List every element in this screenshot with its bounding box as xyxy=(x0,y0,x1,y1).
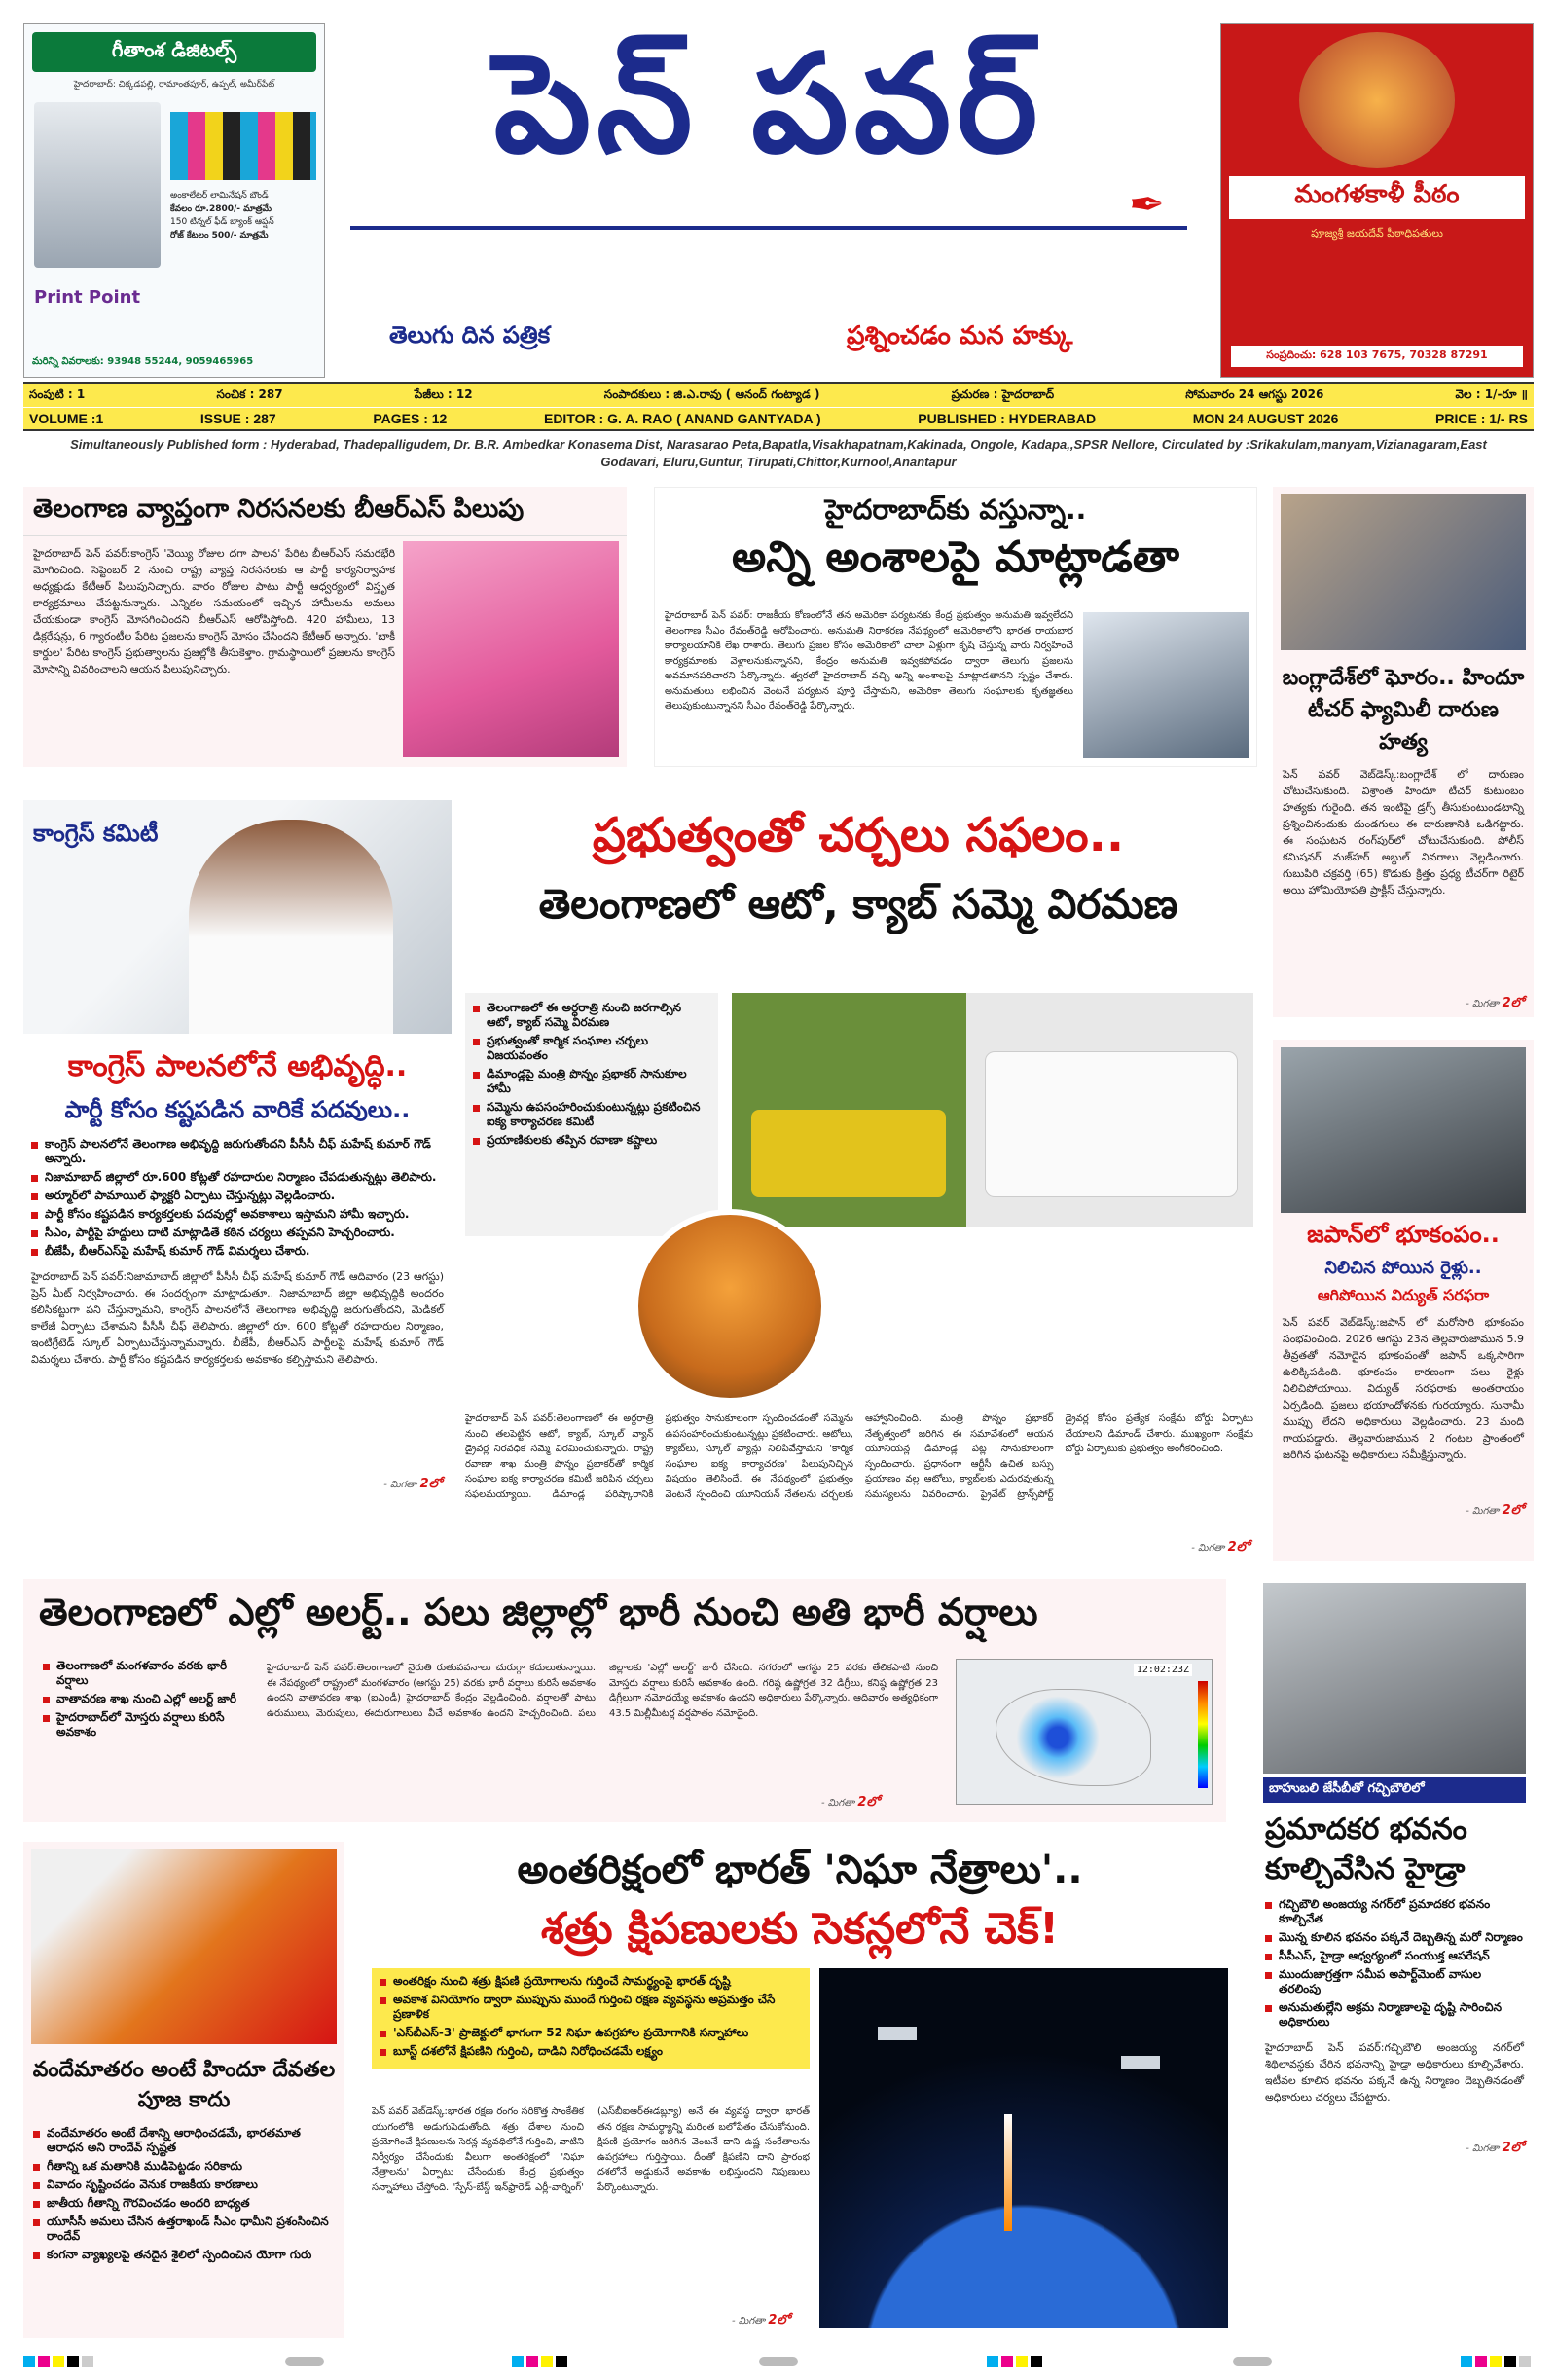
color-swatch-group xyxy=(1461,2353,1534,2371)
pen-icon: ✒ xyxy=(1129,180,1165,230)
ad-offer: అంకాలేటర్ లామినేషన్ బౌండ్ xyxy=(170,191,269,201)
strip-date: సోమవారం 24 ఆగస్టు 2026 xyxy=(1185,386,1324,401)
strip-published-en: PUBLISHED : HYDERABAD xyxy=(918,411,1097,426)
article-body: పెన్ పవర్ వెబ్‌డెస్క్:భారత రక్షణ రంగం సరికొత్త సాంకేతిక యుగంలోకి అడుగుపెడుతోంది. శత్రు దేశాల నుంచి ప్రయోగించే క్షిపణులను సెకన్ల వ్యవధిలోనే గుర్తించి, వాటిని నిర్వీర్యం చేసేందుకు వీలుగా అంతరిక్షంలో 'నిఘా నేత్రాలను' ఏర్పాటు చేసేందుకు కేంద్ర ప్రభుత్వం సన్నాహాలు చేస్తోంది. 'స్పేస్-బేస్డ్ ఇన్‌ఫ్రారెడ్ ఎర్లీ-వార్నింగ్' (ఎస్‌బీఐఆర్‌ఈడబ్ల్యూ) అనే ఈ వ్యవస్థ ద్వారా భారత్ తన రక్షణ సామర్థ్యాన్ని మరింత బలోపేతం చేసుకోనుంది. క్షిపణి ప్రయోగం జరిగిన వెంటనే దాని ఉష్ణ సంకేతాలను ఉపగ్రహాలు గుర్తిస్తాయి. దీంతో క్షిపణిని దాని ప్రారంభ దశలోనే అడ్డుకునే అవకాశం లభిస్తుందని నిపుణులు పేర్కొంటున్నారు. xyxy=(372,2106,810,2193)
bullet-item: తెలంగాణలో ఈ అర్ధరాత్రి నుంచి జరగాల్సిన ఆటో, క్యాబ్ సమ్మె విరమణ xyxy=(473,1001,710,1030)
subhead: పార్టీ కోసం కష్టపడిన వారికే పదవులు.. xyxy=(64,1096,411,1123)
bullet-item: ప్రయాణికులకు తప్పిన రవాణా కష్టాలు xyxy=(473,1133,710,1148)
masthead-underline xyxy=(350,226,1187,230)
headline: ప్రమాదకర భవనం కూల్చివేసిన హైడ్రా xyxy=(1265,1812,1467,1886)
bullet-item: సీఎం, పార్టీపై హద్దులు దాటి మాట్లాడితే కఠిన చర్యలు తప్పవని హెచ్చరించారు. xyxy=(31,1226,444,1240)
ad-address: హైదరాబాద్: చిక్కడపల్లి, రామాంతపూర్, ఉప్పల్, అమీర్‌పేట్ xyxy=(73,80,275,90)
bullet-list xyxy=(43,1659,257,1743)
bullet-item: హైదరాబాద్‌లో మోస్తరు వర్షాలు కురిసే అవకాశం xyxy=(43,1710,257,1739)
headline: వందేమాతరం అంటే హిందూ దేవతల పూజ కాదు xyxy=(32,2058,336,2112)
subhead: ఆగిపోయిన విద్యుత్ సరఫరా xyxy=(1317,1286,1490,1304)
article-body: పెన్ పవర్ వెబ్‌డెస్క్:జపాన్ లో మరోసారి భూకంపం సంభవించింది. 2026 ఆగస్టు 23న తెల్లవారుజామున 5.9 తీవ్రతతో నమోదైన భూకంపంతో జపాన్ ఒక్కసారిగా ఉలిక్కిపడింది. భూకంపం కారణంగా పలు రైళ్లు నిలిచిపోయాయి. విద్యుత్ సరఫరాకు అంతరాయం ఏర్పడింది. ప్రజలు భయాందోళనకు గురయ్యారు. సునామీ ముప్పు లేదని అధికారులు వెల్లడించారు. 23 మంది గాయపడ్డారు. తెల్లవారుజామున 2 గంటల ప్రాంతంలో జరిగిన ఘటనపై అధికారులు సమీక్షిస్తున్నారు. xyxy=(1283,1316,1524,1462)
mahesh-photo xyxy=(23,800,452,1034)
english-info-strip xyxy=(23,408,1534,431)
headline: తెలంగాణలో ఎల్లో అలర్ట్.. పలు జిల్లాల్లో భారీ నుంచి అతి భారీ వర్షాలు xyxy=(39,1591,1038,1633)
article-body: హైదరాబాద్ పెన్ పవర్:నిజామాబాద్ జిల్లాలో పీసీసీ చీఫ్ మహేష్ కుమార్ గౌడ్ ఆదివారం (23 ఆగస్టు) ప్రెస్ మీట్ నిర్వహించారు. ఈ సందర్భంగా మాట్లాడుతూ.. నిజామాబాద్ జిల్లా అభివృద్ధికి అందరం కలిసికట్టుగా పని చేస్తున్నామని, కాంగ్రెస్ పాలనలోనే తెలంగాణ అభివృద్ధి జరుగుతోందని, మెడికల్ కాలేజీ ఏర్పాటు చేశామని పీసీసీ చీఫ్ తెలిపారు. జిల్లాలో రూ. 600 కోట్లతో రహదారుల నిర్మాణం, ఇంటిగ్రేటెడ్ స్కూల్ ఏర్పాటుచేస్తున్నామన్నారు. బీజేపీ, బీఆర్ఎస్ పార్టీలపై మహేష్ కుమార్ గౌడ్ విమర్శలు చేశారు. పార్టీ కోసం కష్టపడిన కార్యకర్తలకు అవకాశం కల్పిస్తామని తెలిపారు. xyxy=(31,1270,444,1367)
tagline-left: తెలుగు దిన పత్రిక xyxy=(389,321,551,348)
bullet-item: యూసీసీ అమలు చేసిన ఉత్తరాఖండ్ సీఎం ధామీని ప్రశంసించిన రాందేవ్ xyxy=(33,2215,335,2244)
strip-pages-en: PAGES : 12 xyxy=(373,411,448,426)
auto-cab-photo xyxy=(732,993,1253,1227)
bullet-item: బీజేపీ, బీఆర్ఎస్‌పై మహేష్ కుమార్ గౌడ్ విమర్శలు చేశారు. xyxy=(31,1244,444,1259)
ad-offer: 150 టిన్నల్ ఫీడ్ బ్యాంక్ ఆప్షన్ xyxy=(170,217,274,227)
ad-left-digital[interactable] xyxy=(23,23,325,378)
article-body: హైదరాబాద్ పెన్ పవర్:కాంగ్రెస్ 'వెయ్యి రోజుల దగా పాలన' పేరిట బీఆర్ఎస్ సమరభేరి మోగించింది. సెప్టెంబర్ 2 నుంచి రాష్ట్ర వ్యాప్త నిరసనలకు ఆ పార్టీ కార్యనిర్వాహక అధ్యక్షుడు కేటీఆర్ పిలుపునిచ్చారు. వారం రోజుల పాటు పార్టీ ఆధ్వర్యంలో విస్తృత కార్యక్రమాలు చేపట్టనున్నారు. ఎన్నికల సమయంలో ఇచ్చిన హామీలను అమలు చేయకుండా కాంగ్రెస్ మోసగించిందని బీఆర్ఎస్ ఆరోపిస్తోంది. 420 హామీలు, 13 డిక్లరేషన్లు, 6 గ్యారంటీల పేరిట ప్రజలను కాంగ్రెస్ మోసం చేసిందని కేటీఆర్ అన్నారు. 'బాకీ కార్డుల' పేరిట కాంగ్రెస్ ప్రభుత్వాలను ప్రజల్లోకి తీసుకెళ్తాం. గ్రామస్థాయిలో ప్రజలను కాంగ్రెస్ మోసాన్ని వివరించాలని ఆయన పిలుపునిచ్చారు. xyxy=(33,547,395,677)
headline: తెలంగాణలో ఆటో, క్యాబ్ సమ్మె విరమణ xyxy=(538,880,1178,928)
bullet-item: బూస్ట్ దశలోనే క్షిపణిని గుర్తించి, దాడిని నిరోధించడమే లక్ష్యం xyxy=(380,2044,802,2059)
continued-label: - మిగతా 2లో xyxy=(1191,1540,1249,1555)
color-swatch-group xyxy=(23,2353,96,2371)
continued-label: - మిగతా 2లో xyxy=(1466,2141,1524,2155)
bullet-item: ప్రభుత్వంతో కార్మిక సంఘాల చర్చలు విజయవంతం xyxy=(473,1034,710,1063)
kicker: హైదరాబాద్‌కు వస్తున్నా.. xyxy=(824,494,1087,526)
bullet-list xyxy=(1255,1897,1534,2030)
bullet-list xyxy=(23,1137,452,1259)
article-ramdev xyxy=(23,1842,344,2338)
print-register-marks xyxy=(23,2354,1534,2369)
continued-label: - మిగతా 2లో xyxy=(732,2313,790,2327)
bullet-item: అవకాశ వినియోగం ద్వారా ముప్పును ముందే గుర్తించి రక్షణ వ్యవస్థను అప్రమత్తం చేసే ప్రణాళిక xyxy=(380,1993,802,2022)
photo-caption: బాహుబలి జేసీబీతో గచ్చిబౌలిలో xyxy=(1263,1777,1526,1803)
bullet-item: ముందుజాగ్రత్తగా సమీప అపార్ట్‌మెంట్ వాసుల తరలింపు xyxy=(1265,1967,1524,1996)
color-swatch-group xyxy=(987,2353,1045,2371)
demolition-photo xyxy=(1263,1583,1526,1774)
article-auto-strike xyxy=(457,800,1259,1561)
masthead-title: పెన్ పవర్ xyxy=(493,24,1044,184)
headline: తెలంగాణ వ్యాప్తంగా నిరసనలకు బీఆర్ఎస్ పిలుపు xyxy=(23,487,627,536)
article-congress xyxy=(23,800,452,1561)
bullet-item: సీపీఎస్, హైడ్రా ఆధ్వర్యంలో సంయుక్త ఆపరేషన్ xyxy=(1265,1949,1524,1963)
bullet-item: వివాదం సృష్టించడం వెనుక రాజకీయ కారణాలు xyxy=(33,2178,335,2192)
article-cm-america xyxy=(654,487,1257,767)
ad-peetham-line: పూజ్యశ్రీ జయదేవ్ పీఠాధిపతులు xyxy=(1311,227,1443,239)
article-brs-protest xyxy=(23,487,627,767)
ad-peetham-phone: సంప్రదించు: 628 103 7675, 70328 87291 xyxy=(1231,346,1523,367)
bullet-item: గచ్చిబౌలి అంజయ్య నగర్‌లో ప్రమాదకర భవనం కూల్చివేత xyxy=(1265,1897,1524,1926)
bullet-item: పార్టీ కోసం కష్టపడిన కార్యకర్తలకు పదవుల్లో అవకాశాలు ఇస్తామని హామీ ఇచ్చారు. xyxy=(31,1207,444,1222)
headline: అన్ని అంశాలపై మాట్లాడతా xyxy=(732,532,1179,582)
strip-pages: పేజీలు : 12 xyxy=(414,386,473,401)
bullet-list xyxy=(380,1974,802,2059)
headline: జపాన్‌లో భూకంపం.. xyxy=(1307,1221,1500,1248)
headline: కాంగ్రెస్ పాలనలోనే అభివృద్ధి.. xyxy=(67,1049,408,1083)
swamiji-photo xyxy=(1299,32,1455,168)
bullet-item: డిమాండ్లపై మంత్రి పొన్నం ప్రభాకర్ సానుకూల హామీ xyxy=(473,1067,710,1096)
strip-editor: సంపాదకులు : జి.ఎ.రావు ( ఆనంద్ గంట్యాడ ) xyxy=(603,386,820,401)
subhead: నిలిచిన పోయిన రైళ్లు.. xyxy=(1324,1258,1482,1278)
satellite-illustration xyxy=(819,1968,1228,2328)
bullet-item: వందేమాతరం అంటే దేశాన్ని ఆరాధించడమే, భారతమాత ఆరాధన అని రాందేవ్ స్పష్టత xyxy=(33,2126,335,2155)
article-space xyxy=(362,1842,1238,2338)
printer-image xyxy=(34,102,161,268)
strip-price-en: PRICE : 1/- RS xyxy=(1435,411,1528,426)
strip-issue-en: ISSUE : 287 xyxy=(199,411,276,426)
headline: బంగ్లాదేశ్‌లో ఘోరం.. హిందూ టీచర్ ఫ్యామిలీ దారుణ హత్య xyxy=(1282,666,1525,754)
ink-bottles-image xyxy=(170,112,316,180)
print-point-logo: Print Point xyxy=(34,287,141,308)
speaker-figure xyxy=(189,820,393,1034)
article-body: హైదరాబాద్ పెన్ పవర్:తెలంగాణలో ఈ అర్ధరాత్రి నుంచి తలపెట్టిన ఆటో, క్యాబ్, స్కూల్ వ్యాన్ డ్రైవర్ల నిరవధిక సమ్మె విరమించుకున్నారు. రాష్ట్ర రవాణా శాఖ మంత్రి పొన్నం ప్రభాకర్‌తో కార్మిక సంఘాల ఐక్య కార్యాచరణ కమిటీ జరిపిన చర్చలు సఫలమయ్యాయి. డిమాండ్ల పరిష్కారానికి ప్రభుత్వం సానుకూలంగా స్పందించడంతో సమ్మెను ఉపసంహరించుకుంటున్నట్లు ప్రకటించారు. ఆటోలు, క్యాబ్‌లు, స్కూల్ వ్యాన్లు నిలిపివేస్తామని 'కార్మిక సంఘాల ఐక్య కార్యాచరణ' పిలుపునిచ్చిన విషయం తెలిసిందే. ఈ నేపథ్యంలో ప్రభుత్వం వెంటనే స్పందించి యూనియన్ నేతలను చర్చలకు ఆహ్వానించింది. మంత్రి పొన్నం ప్రభాకర్ నేతృత్వంలో జరిగిన ఈ సమావేశంలో ఆయన యూనియన్ల డిమాండ్ల పట్ల సానుకూలంగా స్పందించారు. ప్రధానంగా ఆర్టీసీ ఉచిత బస్సు ప్రయాణం వల్ల ఆటోలు, క్యాబ్‌లకు ఎదురవుతున్న సమస్యలను వివరించారు. ప్రైవేట్ ట్రాన్స్‌పోర్ట్ డ్రైవర్ల కోసం ప్రత్యేక సంక్షేమ బోర్డు ఏర్పాటు చేయాలని డిమాండ్ చేశారు. ముఖ్యంగా సంక్షేమ బోర్డు ఏర్పాటుకు ప్రభుత్వం అంగీకరించింది. xyxy=(465,1413,1253,1500)
map-legend xyxy=(1198,1681,1208,1788)
bullet-item: కంగనా వ్యాఖ్యలపై తనదైన శైలిలో స్పందించిన యోగా గురు xyxy=(33,2248,335,2262)
continued-label: - మిగతా 2లో xyxy=(1466,1503,1524,1518)
bullet-item: సమ్మెను ఉపసంహరించుకుంటున్నట్లు ప్రకటించిన ఐక్య కార్యాచరణ కమిటీ xyxy=(473,1100,710,1129)
bullet-item: అర్మూర్‌లో పామాయిల్ ఫ్యాక్టరీ ఏర్పాటు చేస్తున్నట్లు వెల్లడించారు. xyxy=(31,1189,444,1203)
ad-brand: గీతాంశ డిజిటల్స్ xyxy=(32,32,316,72)
strip-date-en: MON 24 AUGUST 2026 xyxy=(1192,411,1339,426)
bullet-item: మొన్న కూలిన భవనం పక్కనే దెబ్బతిన్న మరో నిర్మాణం xyxy=(1265,1930,1524,1945)
bullet-item: అంతరిక్షం నుంచి శత్రు క్షిపణి ప్రయోగాలను గుర్తించే సామర్థ్యంపై భారత్ దృష్టి xyxy=(380,1974,802,1989)
quake-photo xyxy=(1281,1047,1526,1213)
minister-photo xyxy=(633,1209,827,1404)
strip-volume-en: VOLUME :1 xyxy=(29,411,104,426)
continued-label: - మిగతా 2లో xyxy=(1466,996,1524,1010)
register-dot xyxy=(1233,2357,1272,2366)
map-timestamp: 12:02:23Z xyxy=(1134,1664,1192,1676)
bullet-item: వాతావరణ శాఖ నుంచి ఎల్లో అలర్ట్ జారీ xyxy=(43,1692,257,1706)
ramdev-photo xyxy=(31,1849,337,2044)
ktr-photo xyxy=(403,541,619,757)
bullet-list xyxy=(473,1001,710,1148)
kicker: ప్రభుత్వంతో చర్చలు సఫలం.. xyxy=(592,808,1125,862)
continued-label: - మిగతా 2లో xyxy=(383,1477,442,1491)
bullet-item: తెలంగాణలో మంగళవారం వరకు భారీ వర్షాలు xyxy=(43,1659,257,1688)
ad-peetham-title: మంగళకాళీ పీఠం xyxy=(1229,176,1525,219)
editions-line: Simultaneously Published form : Hyderabad, Thadepalligudem, Dr. B.R. Ambedkar Konasema Dist, Narasarao Peta,Bapatla,Visakhapatnam,Kakinada, Ongole, Kadapa,,SPSR Nellore, Circulated by :Srikakulam,manyam,Vizianagaram,East Godavari, Eluru,Guntur, Tirupati,Chittor,Kurnool,Anantapur xyxy=(70,437,1487,469)
congress-logo-text: కాంగ్రెస్ కమిటీ xyxy=(33,820,159,847)
article-hydra xyxy=(1255,1579,1534,2338)
article-rain-alert xyxy=(23,1579,1226,1822)
article-body: హైదరాబాద్ పెన్ పవర్:గచ్చిబౌలి అంజయ్య నగర్‌లో శిథిలావస్థకు చేరిన భవనాన్ని హైడ్రా అధికారులు కూల్చివేశారు. ఇటీవల కూలిన భవనం పక్కనే ఉన్న నిర్మాణం దెబ్బతినడంతో అధికారులు చర్యలు చేపట్టారు. xyxy=(1265,2041,1524,2105)
bullet-item: జాతీయ గీతాన్ని గౌరవించడం అందరి బాధ్యత xyxy=(33,2196,335,2211)
article-body: హైదరాబాద్ పెన్ పవర్: రాజకీయ కోణంలోనే తన అమెరికా పర్యటనకు కేంద్ర ప్రభుత్వం అనుమతి ఇవ్వలేదని తెలంగాణ సీఎం రేవంత్‌రెడ్డి ఆరోపించారు. అనుమతి నిరాకరణ నేపథ్యంలో అమెరికాలోని భారత రాయబార కార్యాలయానికి లేఖ రాశారు. తెలుగు ప్రజల కోసం అమెరికాలో చాలా ఏళ్లుగా కృషి చేస్తున్న వారు నిర్వహించే కార్యక్రమాలకు వెళ్లాలనుకున్నానని, కేంద్రం అనుమతి ఇవ్వకపోవడం ద్వారా తెలుగు ప్రజలను అవమానపరిచారని పేర్కొన్నారు. త్వరలో హైదరాబాద్ వచ్చి అన్ని అంశాలపై మాట్లాడతానని స్పష్టం చేశారు. అనుమతులు లభించిన వెంటనే పర్యటన పూర్తి చేస్తామని, అమెరికా తెలుగు సంఘాలకు కృతజ్ఞతలు తెలుపుకుంటున్నానని సీఎం రేవంత్‌రెడ్డి పేర్కొన్నారు. xyxy=(665,610,1073,712)
bullet-item: నిజామాబాద్ జిల్లాలో రూ.600 కోట్లతో రహదారుల నిర్మాణం చేపడుతున్నట్లు తెలిపారు. xyxy=(31,1170,444,1185)
ad-phone: మరిన్ని వివరాలకు: 93948 55244, 9059465965 xyxy=(32,356,254,367)
ad-offer: కేవలం రూ.2800/- మాత్రమే xyxy=(170,203,272,214)
bullet-list xyxy=(23,2120,344,2272)
family-photo xyxy=(1281,494,1526,650)
article-body: పెన్ పవర్ వెబ్‌డెస్క్:బంగ్లాదేశ్ లో దారుణం చోటుచేసుకుంది. విశ్రాంత హిందూ టీచర్ కుటుంబం హత్యకు గురైంది. తన ఇంటిపై డ్రగ్స్ తీసుకుంటుండటాన్ని ప్రశ్నించినందుకు దుండగులు ఈ దారుణానికి ఒడిగట్టారు. ఈ సంఘటన రంగ్‌పుర్‌లో చోటుచేసుకుంది. పోలీస్ కమిషనర్ మజ్‌హర్ అబ్దుల్ వివరాలు వెల్లడించారు. గుబుపిరి చక్రవర్తి (65) కొడుకు క్రిత్తం ప్రధ్య టీచర్‌గా రిటైర్ అయి హోమియోపతి ప్రాక్టీస్ చేస్తున్నారు. xyxy=(1283,768,1524,897)
register-dot xyxy=(285,2357,324,2366)
strip-published: ప్రచురణ : హైదరాబాద్ xyxy=(951,386,1055,401)
weather-radar-map xyxy=(956,1659,1213,1805)
bullet-item: గీతాన్ని ఒక మతానికి ముడిపెట్టడం సరికాదు xyxy=(33,2159,335,2174)
color-swatch-group xyxy=(512,2353,570,2371)
continued-label: - మిగతా 2లో xyxy=(821,1795,880,1810)
article-body: హైదరాబాద్ పెన్ పవర్:తెలంగాణలో నైరుతి రుతుపవనాలు చురుగ్గా కదులుతున్నాయి. ఈ నేపథ్యంలో రాష్ట్రంలో మంగళవారం (ఆగస్టు 25) వరకు భారీ వర్షాలు కురిసే అవకాశం ఉందని వాతావరణ శాఖ (ఐఎండీ) హైదరాబాద్ కేంద్రం వెల్లడించింది. వర్షాలతో పాటు ఉరుములు, మెరుపులు, ఈదురుగాలులు వీచే అవకాశం ఉందని హెచ్చరించింది. పలు జిల్లాలకు 'ఎల్లో అలర్ట్' జారీ చేసింది. నగరంలో ఆగస్టు 25 వరకు తేలికపాటి నుంచి మోస్తరు వర్షాలు కురిసే అవకాశం ఉంది. గరిష్ఠ ఉష్ణోగ్రత 32 డిగ్రీలు, కనిష్ఠ ఉష్ణోగ్రత 23 డిగ్రీలుగా నమోదయ్యే అవకాశం ఉందని అధికారులు పేర్కొన్నారు. ఆదివారం అత్యధికంగా 43.5 మిల్లీమీటర్ల వర్షపాతం నమోదైంది. xyxy=(267,1663,938,1719)
article-japan xyxy=(1273,1040,1534,1561)
bullet-item: కాంగ్రెస్ పాలనలోనే తెలంగాణ అభివృద్ధి జరుగుతోందని పీసీసీ చీఫ్ మహేష్ కుమార్ గౌడ్ అన్నారు. xyxy=(31,1137,444,1166)
headline: అంతరిక్షంలో భారత్ 'నిఘా నేత్రాలు'.. xyxy=(517,1848,1083,1892)
bullet-item: 'ఎస్‌బీఎస్-3' ప్రాజెక్టులో భాగంగా 52 నిఘా ఉపగ్రహాల ప్రయోగానికి సన్నాహాలు xyxy=(380,2026,802,2040)
strip-editor-en: EDITOR : G. A. RAO ( ANAND GANTYADA ) xyxy=(543,411,821,426)
bullet-item: అనుమతుల్లేని అక్రమ నిర్మాణాలపై దృష్టి సారించిన అధికారులు xyxy=(1265,2000,1524,2030)
revanth-photo xyxy=(1083,612,1249,758)
ad-right-peetham[interactable] xyxy=(1220,23,1534,378)
strip-price: వెల : 1/-రూ ॥ xyxy=(1455,386,1528,401)
telugu-info-strip xyxy=(23,382,1534,407)
strip-volume: సంపుటి : 1 xyxy=(29,386,86,401)
register-dot xyxy=(759,2357,798,2366)
article-bangladesh xyxy=(1273,487,1534,1017)
ad-offer: రోజ్ కేటలం 500/- మాత్రమే xyxy=(170,230,269,240)
headline: శత్రు క్షిపణులకు సెకన్లలోనే చెక్! xyxy=(540,1904,1060,1954)
strip-issue: సంచిక : 287 xyxy=(216,386,283,401)
tagline-right: ప్రశ్నించడం మన హక్కు xyxy=(847,321,1073,350)
